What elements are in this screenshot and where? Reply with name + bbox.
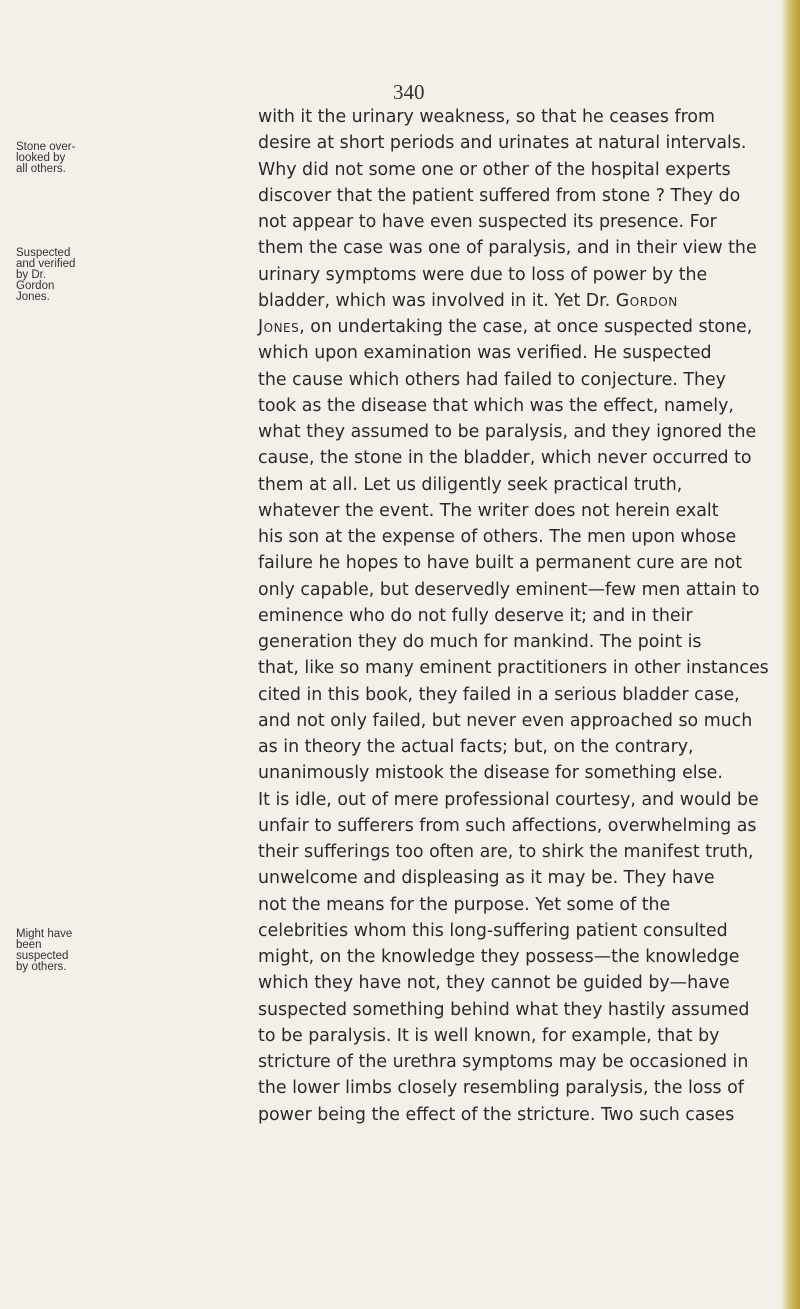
margin-note-line: Stone over- [16, 141, 76, 153]
margin-note-stone-overlooked [16, 142, 75, 175]
text-line: which they have not, they cannot be guided by—have [258, 973, 730, 994]
margin-note-line: Jones. [16, 291, 50, 303]
margin-note-line: by others. [16, 961, 67, 973]
text-line: not appear to have even suspected its presence. For [258, 212, 717, 232]
margin-note-line: and verified [16, 258, 76, 270]
text-line: the cause which others had failed to conjecture. They [258, 369, 726, 390]
margin-note-line: looked by [16, 152, 66, 164]
text-line: urinary symptoms were due to loss of power by the [258, 264, 708, 285]
text-line: them the case was one of paralysis, and in their view the [258, 238, 757, 259]
text-span: , on undertaking the case, at once suspected stone, [299, 317, 753, 337]
text-line: desire at short periods and urinates at natural intervals. [258, 133, 747, 154]
margin-note-line: Might have [16, 928, 73, 940]
text-line: stricture of the urethra symptoms may be occasioned in [258, 1052, 749, 1072]
author-name-gordon: Gordon [615, 290, 678, 311]
text-line: the lower limbs closely resembling paralysis, the loss of [258, 1078, 744, 1099]
text-line: might, on the knowledge they possess—the knowledge [258, 947, 740, 967]
text-line: to be paralysis. It is well known, for example, that by [258, 1025, 720, 1046]
text-line: power being the effect of the stricture. Two such cases [258, 1104, 735, 1125]
author-name-jones: Jones [258, 317, 300, 337]
text-line: them at all. Let us diligently seek practical truth, [258, 474, 683, 495]
text-line: not the means for the purpose. Yet some of the [258, 894, 671, 915]
text-line: that, like so many eminent practitioners in other instances [258, 658, 769, 679]
margin-note-might-have-been-suspected [16, 929, 72, 973]
text-span: bladder, which was involved in it. Yet Dr. [258, 290, 611, 311]
text-line: which upon examination was verified. He suspected [258, 343, 712, 364]
margin-note-line: suspected [16, 950, 69, 962]
text-line: cause, the stone in the bladder, which never occurred to [258, 448, 752, 469]
text-line: unfair to sufferers from such affections, overwhelming as [258, 815, 757, 836]
margin-note-line: Suspected [16, 247, 71, 259]
body-text [258, 104, 800, 1128]
margin-note-line: all others. [16, 163, 66, 175]
text-line [258, 288, 800, 314]
text-line: discover that the patient suffered from stone ? They do [258, 185, 741, 206]
text-line: unwelcome and displeasing as it may be. They have [258, 868, 715, 889]
text-line: took as the disease that which was the effect, namely, [258, 395, 734, 416]
text-line: eminence who do not fully deserve it; and in their [258, 605, 693, 626]
margin-note-line: by Dr. [16, 269, 47, 281]
text-line: celebrities whom this long-suffering patient consulted [258, 920, 728, 941]
margin-note-suspected-verified [16, 248, 75, 303]
text-line: Why did not some one or other of the hospital experts [258, 159, 731, 180]
text-line: with it the urinary weakness, so that he ceases from [258, 107, 715, 127]
page-number: 340 [393, 80, 425, 104]
text-line: and not only failed, but never even approached so much [258, 710, 753, 731]
text-line: cited in this book, they failed in a serious bladder case, [258, 684, 740, 705]
text-line: only capable, but deservedly eminent—few men attain to [258, 579, 760, 600]
text-line: his son at the expense of others. The men upon whose [258, 527, 737, 547]
text-line: generation they do much for mankind. The point is [258, 632, 702, 652]
margin-note-line: Gordon [16, 280, 55, 292]
text-line: It is idle, out of mere professional courtesy, and would be [258, 789, 759, 810]
text-line: their sufferings too often are, to shirk the manifest truth, [258, 842, 754, 862]
text-line: as in theory the actual facts; but, on the contrary, [258, 737, 694, 757]
text-line [258, 314, 800, 340]
text-line: failure he hopes to have built a permanent cure are not [258, 553, 743, 574]
text-line: what they assumed to be paralysis, and they ignored the [258, 422, 757, 442]
margin-note-line: been [16, 939, 42, 951]
text-line: whatever the event. The writer does not herein exalt [258, 500, 719, 521]
text-line: suspected something behind what they hastily assumed [258, 999, 750, 1020]
text-line: unanimously mistook the disease for something else. [258, 763, 723, 784]
